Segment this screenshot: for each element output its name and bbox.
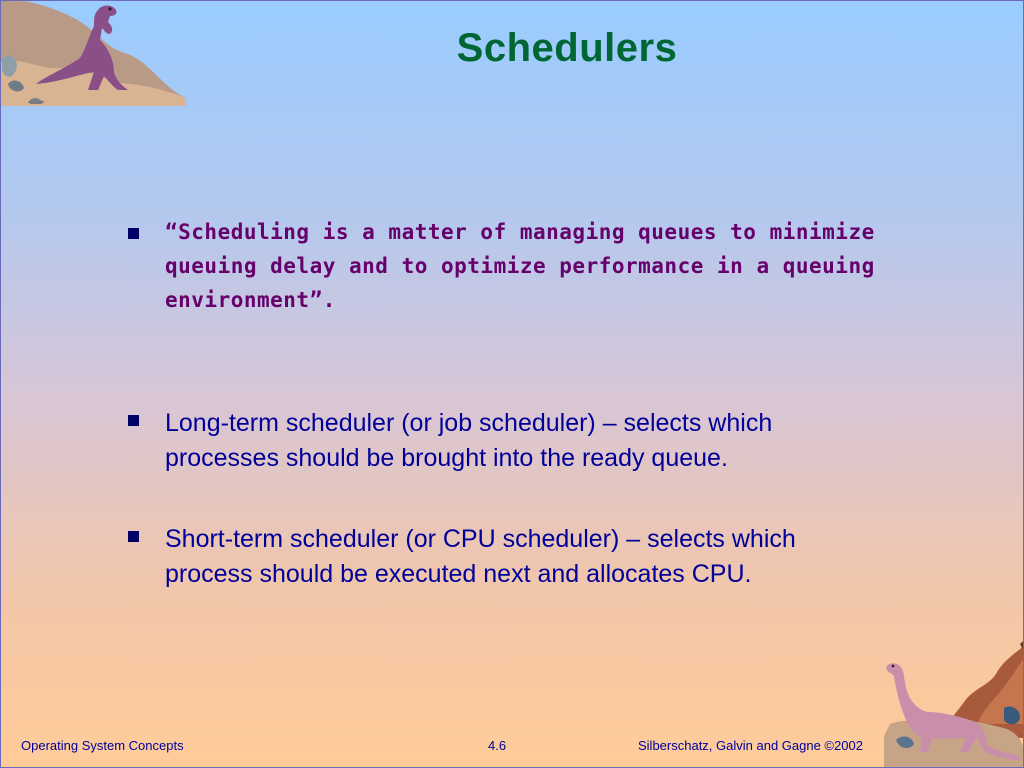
footer-course-title: Operating System Concepts [21, 738, 184, 753]
bullet-text: Long-term scheduler (or job scheduler) – selects which processes should be brought into the ready queue. [165, 409, 773, 472]
footer-slide-number: 4.6 [488, 738, 507, 753]
bullet-text: “Scheduling is a matter of managing queues to minimize queuing delay and to optimize performance in a queuing environment”. [165, 220, 875, 312]
dinosaur-on-rock-icon [0, 0, 186, 108]
square-bullet-icon [128, 531, 139, 542]
bullet-item-short-term-scheduler [128, 522, 888, 592]
square-bullet-icon [128, 415, 139, 426]
bullet-item-quote [128, 215, 908, 317]
square-bullet-icon [128, 228, 139, 239]
footer-copyright: Silberschatz, Galvin and Gagne ©2002 [638, 738, 863, 753]
bullet-text: Short-term scheduler (or CPU scheduler) – selects which process should be executed next and allocates CPU. [165, 525, 796, 588]
slide-title: Schedulers [456, 26, 678, 70]
bullet-item-long-term-scheduler [128, 406, 888, 476]
long-neck-dinosaur-icon [884, 640, 1024, 768]
